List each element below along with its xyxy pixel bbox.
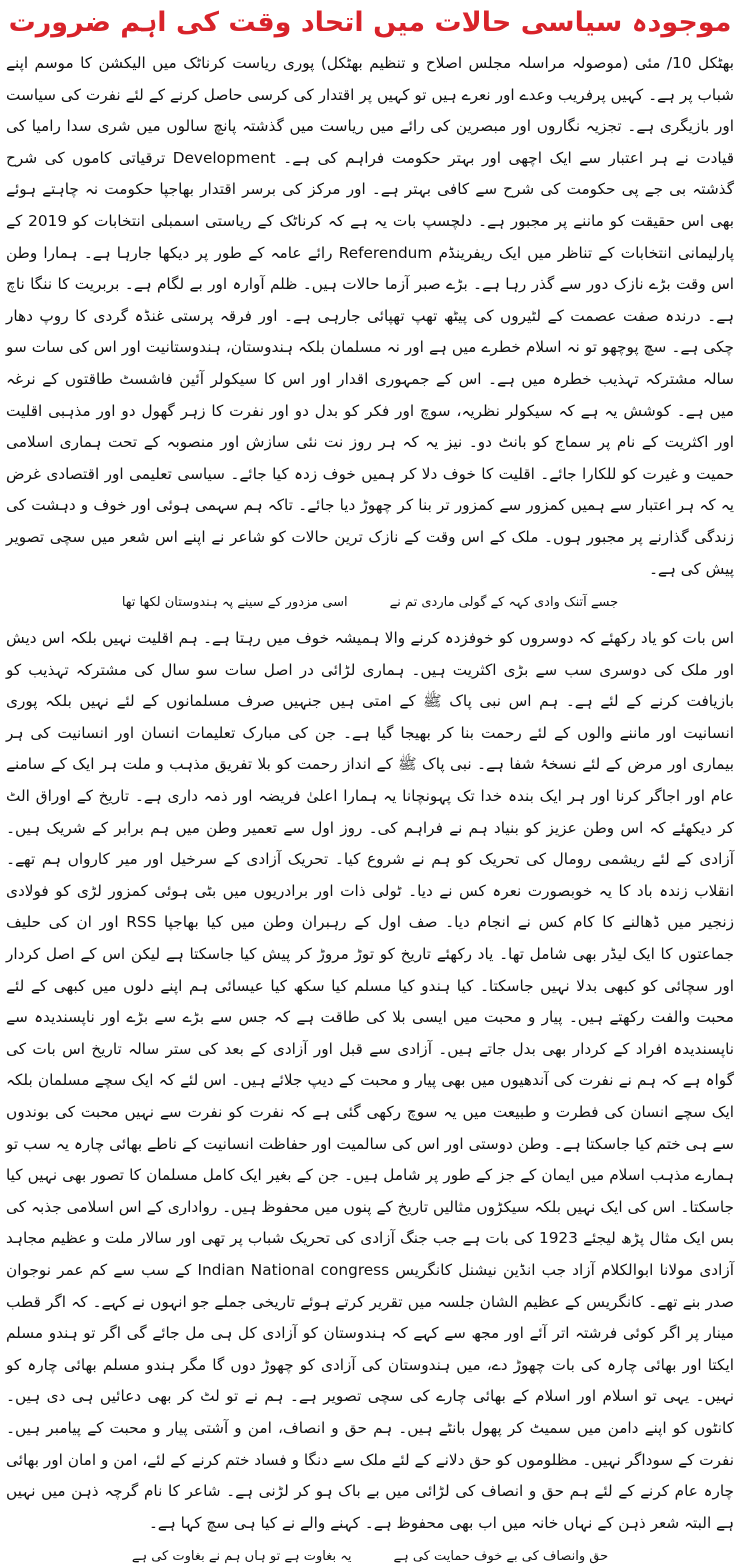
verse-couplet-2: [6, 1547, 734, 1567]
verse-line-1a: جسے آتنک وادی کہہ کے گولی ماردی تم نے: [389, 595, 619, 611]
verse-line-2a: حق وانصاف کی بے خوف حمایت کی ہے: [393, 1549, 609, 1565]
verse-line-2b: یہ بغاوت ہے تو ہاں ہم نے بغاوت کی ہے: [131, 1549, 352, 1565]
article-paragraph-2: اس بات کو یاد رکھئے کہ دوسروں کو خوفزدہ کرنے والا ہمیشہ خوف میں رہتا ہے۔ ہم اقلیت نہیں بلکہ اس دیش اور ملک کی دوسری سب سے بڑی اکثریت ہیں۔ ہماری لڑائی در اصل سات سو سال کی مشترکہ تہذیب کو بازیافت کرنے کے لئے ہے۔ ہم اس نبی پاک ﷺ کے امتی ہیں جنہیں صرف مسلمانوں کے لئے نہیں بلکہ پوری انسانیت اور ماننے والوں کے لئے رحمت بنا کر بھیجا گیا ہے۔ جن کی مبارک تعلیمات انسان اور انسانیت کی ہر بیماری اور مرض کے لئے نسخۂ شفا ہے۔ نبی پاک ﷺ کے انداز رحمت کو بلا تفریق مذہب و ملت ہر ایک کے سامنے عام اور اجاگر کرنا اور ہر ایک بندہ خدا تک پہونچانا یہ ہمارا اعلیٰ فریضہ اور ذمہ داری ہے۔ تاریخ کے اوراق الٹ کر دیکھئے کہ اس وطن عزیز کو بنیاد ہم نے فراہم کی۔ روز اول سے تعمیر وطن میں ہم برابر کے شریک ہیں۔ آزادی کے لئے ریشمی رومال کی تحریک کو ہم نے شروع کیا۔ تحریک آزادی کے سرخیل اور میر کارواں ہم تھے۔ انقلاب زندہ باد کا یہ خوبصورت نعرہ کس نے دیا۔ ٹولی ذات اور برادریوں میں بٹی ہوئی کمزور لڑی کو فولادی زنجیر میں ڈھالنے کا کام کس نے انجام دیا۔ صف اول کے رہبران وطن میں کیا بھاجپا RSS اور ان کی حلیف جماعتوں کا ایک لیڈر بھی شامل تھا۔ یاد رکھئے تاریخ کو توڑ مروڑ کر پیش کیا جاسکتا ہے لیکن اس کے اصل کردار اور سچائی کو کبھی بدلا نہیں جاسکتا۔ کیا ہندو کیا مسلم کیا سکھ کیا عیسائی ہم اپنے دلوں میں کبھی کے لئے محبت والفت رکھتے ہیں۔ پیار و محبت میں ایسی بلا کی طاقت ہے کہ جس سے بڑے سے بڑے اور ناپسندیدہ سے ناپسندیدہ افراد کے کردار بھی بدل جاتے ہیں۔ آزادی سے قبل اور آزادی کے بعد کی ستر سالہ تاریخ اس بات کی گواہ ہے کہ ہم نے نفرت کی آندھیوں میں بھی پیار و محبت کے دیپ جلائے ہیں۔ اس لئے کہ ایک سچے مسلمان بلکہ ایک سچے انسان کی فطرت و طبیعت میں یہ سوچ رکھی گئی ہے کہ نفرت کو نفرت سے نہیں محبت کی بوندوں سے ہی ختم کیا جاسکتا ہے۔ وطن دوستی اور اس کی سالمیت اور حفاظت انسانیت کے ناطے بھائی چارہ یہ سب تو ہمارے مذہب اسلام میں ایمان کے جز کے طور پر شامل ہیں۔ جن کے بغیر ایک کامل مسلمان کا تصور بھی نہیں کیا جاسکتا۔ اس کی ایک نہیں بلکہ سیکڑوں مثالیں تاریخ کے پنوں میں محفوظ ہیں۔ رواداری کے اس اسلامی جذبہ کی بس ایک مثال پڑھ لیجئے 1923 کی بات ہے جب جنگ آزادی کی تحریک شباب پر تھی اور سالار ملت و عظیم مجاہد آزادی مولانا ابوالکلام آزاد جب انڈین نیشنل کانگریس Indian National congress کے سب سے کم عمر نوجوان صدر بنے تھے۔ کانگریس کے عظیم الشان جلسہ میں تقریر کرتے ہوئے تاریخی جملے جو انہوں نے کہے۔ کہ اگر قطب مینار پر اگر کوئی فرشتہ اتر آئے اور مجھ سے کہے کہ ہندوستان کو آزادی کل ہی مل جائے گی اگر تو ہندو مسلم ایکتا اور بھائی چارہ کی بات چھوڑ دے، میں ہندوستان کی آزادی کو چھوڑ دوں گا مگر ہندو مسلم بھائی چارہ کو نہیں۔ یہی تو اسلام اور اسلام کے بھائی چارے کی سچی تصویر ہے۔ ہم نے تو لٹ کر بھی دعائیں ہی دی ہیں۔ کانٹوں کو اپنے دامن میں سمیٹ کر پھول بانٹے ہیں۔ ہم حق و انصاف، امن و آشتی پیار و محبت کے پیامبر ہیں۔ نفرت کے سوداگر نہیں۔ مظلوموں کو حق دلانے کے لئے ملک سے دنگا و فساد ختم کرنے کے لئے، امن و امان اور بھائی چارہ عام کرنے کے لئے ہم حق و انصاف کی لڑائی میں بے باک ہو کر لڑنی ہے۔ شاعر کا نام گرچہ ذہن میں نہیں ہے البتہ شعر ذہن کے نہاں خانہ میں اب بھی محفوظ ہے۔ کہنے والے نے کیا ہی سچ کہا ہے۔: [6, 629, 734, 1532]
article-paragraph-1: بھٹکل 10/ مئی (موصولہ مراسلہ مجلس اصلاح و تنظیم بھٹکل) پوری ریاست کرناٹک میں الیکشن کا موسم اپنے شباب پر ہے۔ کہیں پرفریب وعدے اور نعرے ہیں تو کہیں پر اقتدار کی کرسی حاصل کرنے کے لئے نفرت کی سیاست اور بازیگری ہے۔ تجزیہ نگاروں اور مبصرین کی رائے میں ریاست میں گذشتہ پانچ سالوں میں شری سدا رامیا کی قیادت نے ہر اعتبار سے ایک اچھی اور بہتر حکومت فراہم کی ہے۔ Development ترقیاتی کاموں کی شرح گذشتہ بی جے پی حکومت کی شرح سے کافی بہتر ہے۔ اور مرکز کی برسر اقتدار بھاجپا حکومت نہ چاہتے ہوئے بھی اس حقیقت کو ماننے پر مجبور ہے۔ دلچسپ بات یہ ہے کہ کرناٹک کے ریاستی اسمبلی انتخابات کو 2019 کے پارلیمانی انتخابات کے تناظر میں ایک ریفرینڈم Referendum رائے عامہ کے طور پر دیکھا جارہا ہے۔ ہمارا وطن اس وقت بڑے نازک دور سے گذر رہا ہے۔ بڑے صبر آزما حالات ہیں۔ ظلم آوارہ اور بے لگام ہے۔ بربریت کا ننگا ناچ ہے۔ درندہ صفت عصمت کے لٹیروں کی پیٹھ تھپ تھپائی جارہی ہے۔ اور فرقہ پرستی غنڈہ گردی کا روپ دھار چکی ہے۔ سچ پوچھو تو نہ اسلام خطرے میں ہے اور نہ مسلمان بلکہ ہندوستان، ہندوستانیت اور اس کی سات سو سالہ مشترکہ تہذیب خطرہ میں ہے۔ اس کے جمہوری اقدار اور اس کا سیکولر آئین فاشسٹ طاقتوں کے نرغہ میں ہے۔ کوشش یہ ہے کہ سیکولر نظریہ، سوچ اور فکر کو بدل دو اور نفرت کا زہر گھول دو اور مذہبی اقلیت اور اکثریت کے نام پر سماج کو بانٹ دو۔ نیز یہ کہ ہر روز نت نئی سازش اور منصوبہ کے تحت ہماری اسلامی حمیت و غیرت کو للکارا جائے۔ اقلیت کا خوف دلا کر ہمیں خوف زدہ کیا جائے۔ سیاسی تعلیمی اور اقتصادی غرض یہ کہ ہر اعتبار سے ہمیں کمزور سے کمزور تر بنا کر چھوڑ دیا جائے۔ تاکہ ہم سہمی ہوئی اور خوف و دہشت کی زندگی گذارنے پر مجبور ہوں۔ ملک کے اس وقت کے نازک ترین حالات کو شاعر نے اپنے اس شعر میں سچی تصویر پیش کی ہے۔: [6, 54, 735, 578]
page-headline: موجودہ سیاسی حالات میں اتحاد وقت کی اہم ضرورت: [8, 7, 732, 38]
verse-line-1b: اسی مزدور کے سینے پہ ہندوستان لکھا تھا: [121, 595, 348, 611]
verse-couplet-1: [6, 593, 734, 613]
